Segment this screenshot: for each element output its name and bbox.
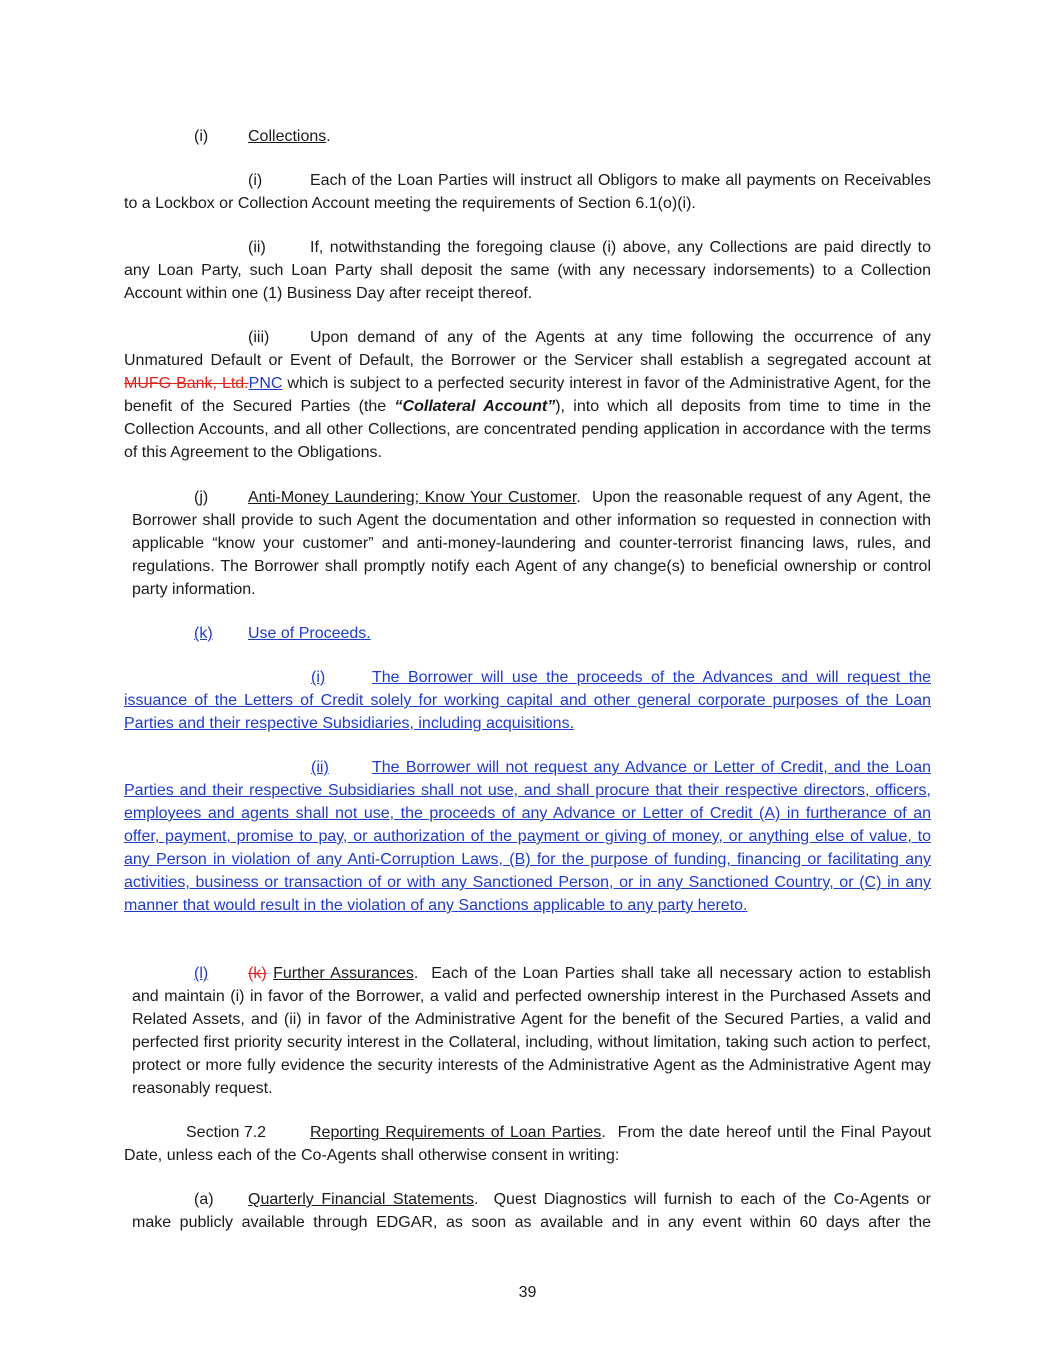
clause-i-sub3-text-b: which is subject to a perfected security interest in favor of the Administrative Agent, for the benefit of the Secured Parties (the	[124, 375, 932, 415]
clause-k-sub2-body: The Borrower will not request any Advance or Letter of Credit, and the Loan Parties and their respective Subsidiaries shall not use, and shall procure that their respective directors, officers, employees and agents shall not use, the proceeds of any Advance or Letter of Credit (A) in furtherance of an offer, payment, promise to pay, or authorization of the payment or giving of money, or anything else of value, to any Person in violation of any Anti-Corruption Laws, (B) for the purpose of funding, financing or facilitating any activities, business or transaction of or with any Sanctioned Person, or in any Sanctioned Country, or (C) in any manner that would result in the violation of any Sanctions applicable to any party hereto.	[124, 759, 931, 914]
clause-i-sub2-text: If, notwithstanding the foregoing clause (i) above, any Collections are paid directly to any Loan Party, such Loan Party shall deposit the same (with any necessary indorsements) to a Collection Account within one (1) Business Day after receipt thereof.	[124, 239, 931, 302]
clause-l-label-deleted: (k)	[248, 965, 267, 982]
clause-l-body: Each of the Loan Parties shall take all necessary action to establish and maintain (i) in favor of the Borrower, a valid and perfected ownership interest in the Purchased Assets and Related Assets, and (ii) in favor of the Administrative Agent for the benefit of the Secured Parties, a valid and perfected first priority security interest in the Collateral, including, without limitation, taking such action to perfect, protect or more fully evidence the security interests of the Administrative Agent as the Administrative Agent may reasonably request.	[132, 965, 932, 1097]
clause-i-sub1-label: (i)	[248, 172, 263, 189]
clause-a-heading: Quarterly Financial Statements	[248, 1191, 474, 1208]
clause-i-label: (i)	[194, 128, 209, 145]
clause-k-sub2-label: (ii)	[311, 759, 329, 776]
page-number: 39	[518, 1284, 537, 1301]
clause-i-sub1-text: Each of the Loan Parties will instruct all Obligors to make all payments on Receivables to a Lockbox or Collection Account meeting the requirements of Section 6.1(o)(i).	[124, 172, 931, 212]
section-7-2-text: Reporting Requirements of Loan Parties. From the date hereof until the Final Payout Date, unless each of the Co-Agents shall otherwise consent in writing:	[124, 1124, 932, 1164]
clause-j-heading: Anti-Money Laundering; Know Your Customer	[248, 489, 577, 506]
clause-i-sub3-label: (iii)	[248, 329, 270, 346]
clause-j-label: (j)	[194, 489, 209, 506]
clause-j-text: Anti-Money Laundering; Know Your Customer. Upon the reasonable request of any Agent, the Borrower shall provide to such Agent the documentation and other information so requested in connection with applicable “know your customer” and anti-money-laundering and counter-terrorist financing laws, rules, and regulations. The Borrower shall promptly notify each Agent of any change(s) to beneficial ownership or control party information.	[132, 489, 932, 598]
clause-k-sub2-text	[124, 756, 931, 917]
clause-i-heading-line	[248, 125, 331, 148]
clause-i-sub3-text	[124, 326, 931, 464]
clause-k-sub1-text	[124, 666, 931, 735]
clause-k-sub1-body: The Borrower will use the proceeds of the Advances and will request the issuance of the Letters of Credit solely for working capital and other general corporate purposes of the Loan Parties and their respective Subsidiaries, including acquisitions.	[124, 669, 931, 732]
clause-i-period: .	[326, 128, 331, 145]
clause-i-sub3-text-a: Upon demand of any of the Agents at any time following the occurrence of any Unmatured Default or Event of Default, the Borrower or the Servicer shall establish a segregated account at	[124, 329, 931, 369]
clause-a-label: (a)	[194, 1191, 214, 1208]
clause-l-label-inserted: (l)	[194, 965, 209, 982]
section-7-2-label: Section 7.2	[186, 1124, 267, 1141]
defined-term-collateral-account: “Collateral Account”	[394, 398, 556, 415]
clause-i-sub3-text-c: ), into which all deposits from time to time in the Collection Accounts, and all other Collections, are concentrated pending application in accordance with the terms of this Agreement to the Obligations.	[124, 398, 932, 461]
section-7-2-body: From the date hereof until the Final Payout Date, unless each of the Co-Agents shall otherwise consent in writing:	[124, 1124, 932, 1164]
clause-j-body: Upon the reasonable request of any Agent, the Borrower shall provide to such Agent the documentation and other information so requested in connection with applicable “know your customer” and anti-money-laundering and counter-terrorist financing laws, rules, and regulations. The Borrower shall promptly notify each Agent of any change(s) to beneficial ownership or control party information.	[132, 489, 932, 598]
clause-a-text: Quarterly Financial Statements. Quest Diagnostics will furnish to each of the Co-Agents or make publicly available through EDGAR, as soon as available and in any event within 60 days after the	[132, 1191, 931, 1231]
clause-a-body: Quest Diagnostics will furnish to each of the Co-Agents or make publicly available through EDGAR, as soon as available and in any event within 60 days after the	[132, 1191, 931, 1231]
deleted-text-mufg: MUFG Bank, Ltd.	[124, 375, 249, 392]
clause-l-text: (k) Further Assurances. Each of the Loan Parties shall take all necessary action to establish and maintain (i) in favor of the Borrower, a valid and perfected ownership interest in the Purchased Assets and Related Assets, and (ii) in favor of the Administrative Agent for the benefit of the Secured Parties, a valid and perfected first priority security interest in the Collateral, including, without limitation, taking such action to perfect, protect or more fully evidence the security interests of the Administrative Agent as the Administrative Agent may reasonably request.	[132, 965, 932, 1097]
clause-k-heading: Use of Proceeds.	[248, 625, 371, 642]
clause-i-sub2-label: (ii)	[248, 239, 266, 256]
inserted-text-pnc: PNC	[248, 375, 283, 392]
clause-i-heading: Collections	[248, 128, 327, 145]
section-7-2-heading: Reporting Requirements of Loan Parties	[310, 1124, 602, 1141]
clause-k-sub1-label: (i)	[311, 669, 326, 686]
clause-k-label: (k)	[194, 625, 213, 642]
clause-l-heading: Further Assurances	[273, 965, 414, 982]
